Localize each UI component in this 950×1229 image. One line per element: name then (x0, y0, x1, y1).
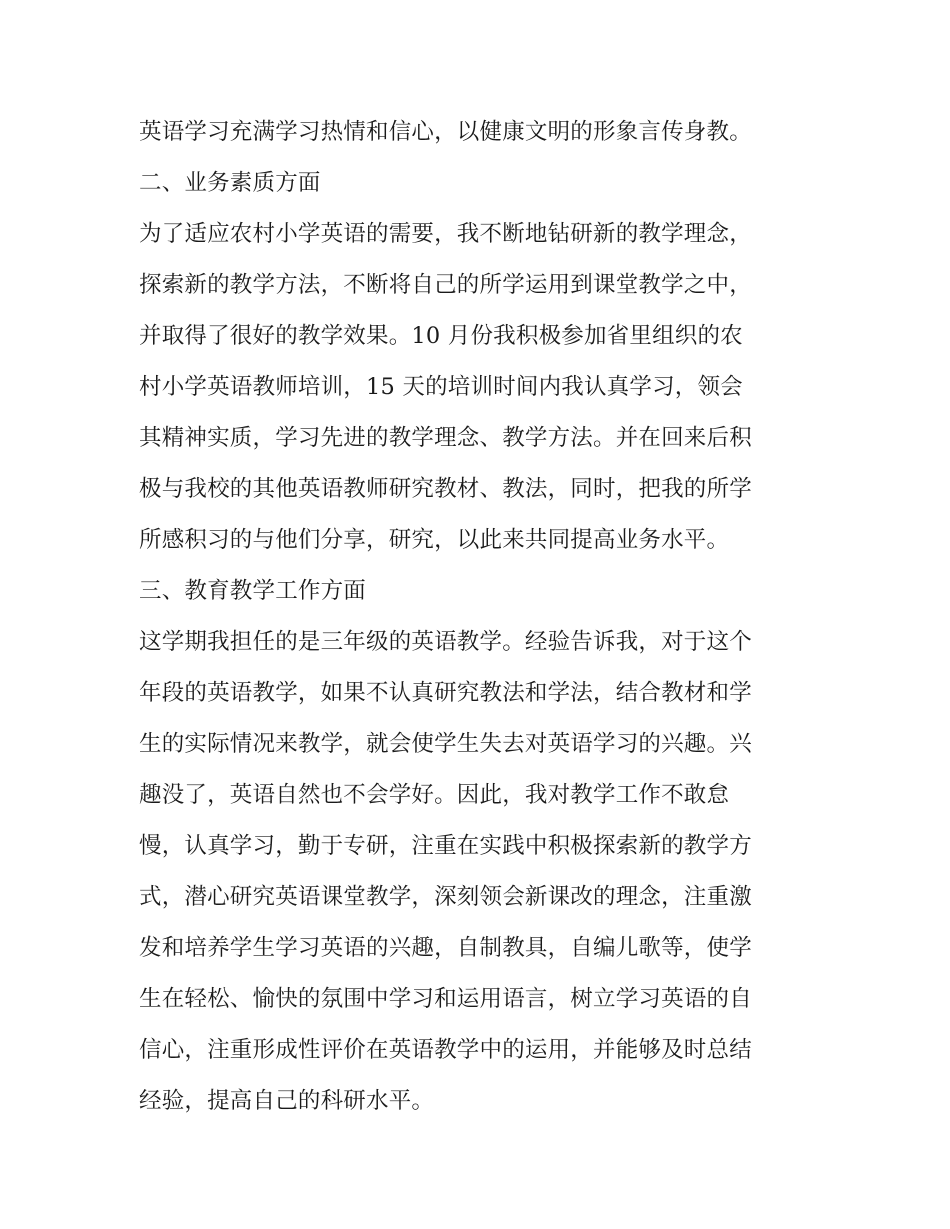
text-line: 生的实际情况来教学，就会使学生失去对英语学习的兴趣。兴 (139, 731, 752, 757)
text-line: 年段的英语教学，如果不认真研究教法和学法，结合教材和学 (139, 680, 752, 706)
text-line: 英语学习充满学习热情和信心，以健康文明的形象言传身教。 (139, 119, 752, 145)
text-line: 为了适应农村小学英语的需要，我不断地钻研新的教学理念， (139, 221, 752, 247)
text-line: 其精神实质，学习先进的教学理念、教学方法。并在回来后积 (139, 425, 752, 451)
text-line: 发和培养学生学习英语的兴趣，自制教具，自编儿歌等，使学 (139, 935, 752, 961)
document-body (139, 107, 819, 1127)
text-line: 式，潜心研究英语课堂教学，深刻领会新课改的理念，注重激 (139, 884, 752, 910)
text-line: 经验，提高自己的科研水平。 (139, 1088, 435, 1114)
section-heading-teaching-work: 三、教育教学工作方面 (139, 578, 367, 604)
text-line: 所感积习的与他们分享，研究，以此来共同提高业务水平。 (139, 527, 730, 553)
text-line: 探索新的教学方法，不断将自己的所学运用到课堂教学之中， (139, 272, 752, 298)
text-line: 这学期我担任的是三年级的英语教学。经验告诉我，对于这个 (139, 629, 752, 655)
section-heading-business-quality: 二、业务素质方面 (139, 170, 321, 196)
text-line: 慢，认真学习，勤于专研，注重在实践中积极探索新的教学方 (139, 833, 752, 859)
text-line: 信心，注重形成性评价在英语教学中的运用，并能够及时总结 (139, 1037, 752, 1063)
text-line: 极与我校的其他英语教师研究教材、教法，同时，把我的所学 (139, 476, 752, 502)
text-line: 生在轻松、愉快的氛围中学习和运用语言，树立学习英语的自 (139, 986, 752, 1012)
text-line: 趣没了，英语自然也不会学好。因此，我对教学工作不敢怠 (139, 782, 730, 808)
text-line: 并取得了很好的教学效果。10 月份我积极参加省里组织的农 (139, 323, 743, 349)
text-line: 村小学英语教师培训，15 天的培训时间内我认真学习，领会 (139, 374, 743, 400)
